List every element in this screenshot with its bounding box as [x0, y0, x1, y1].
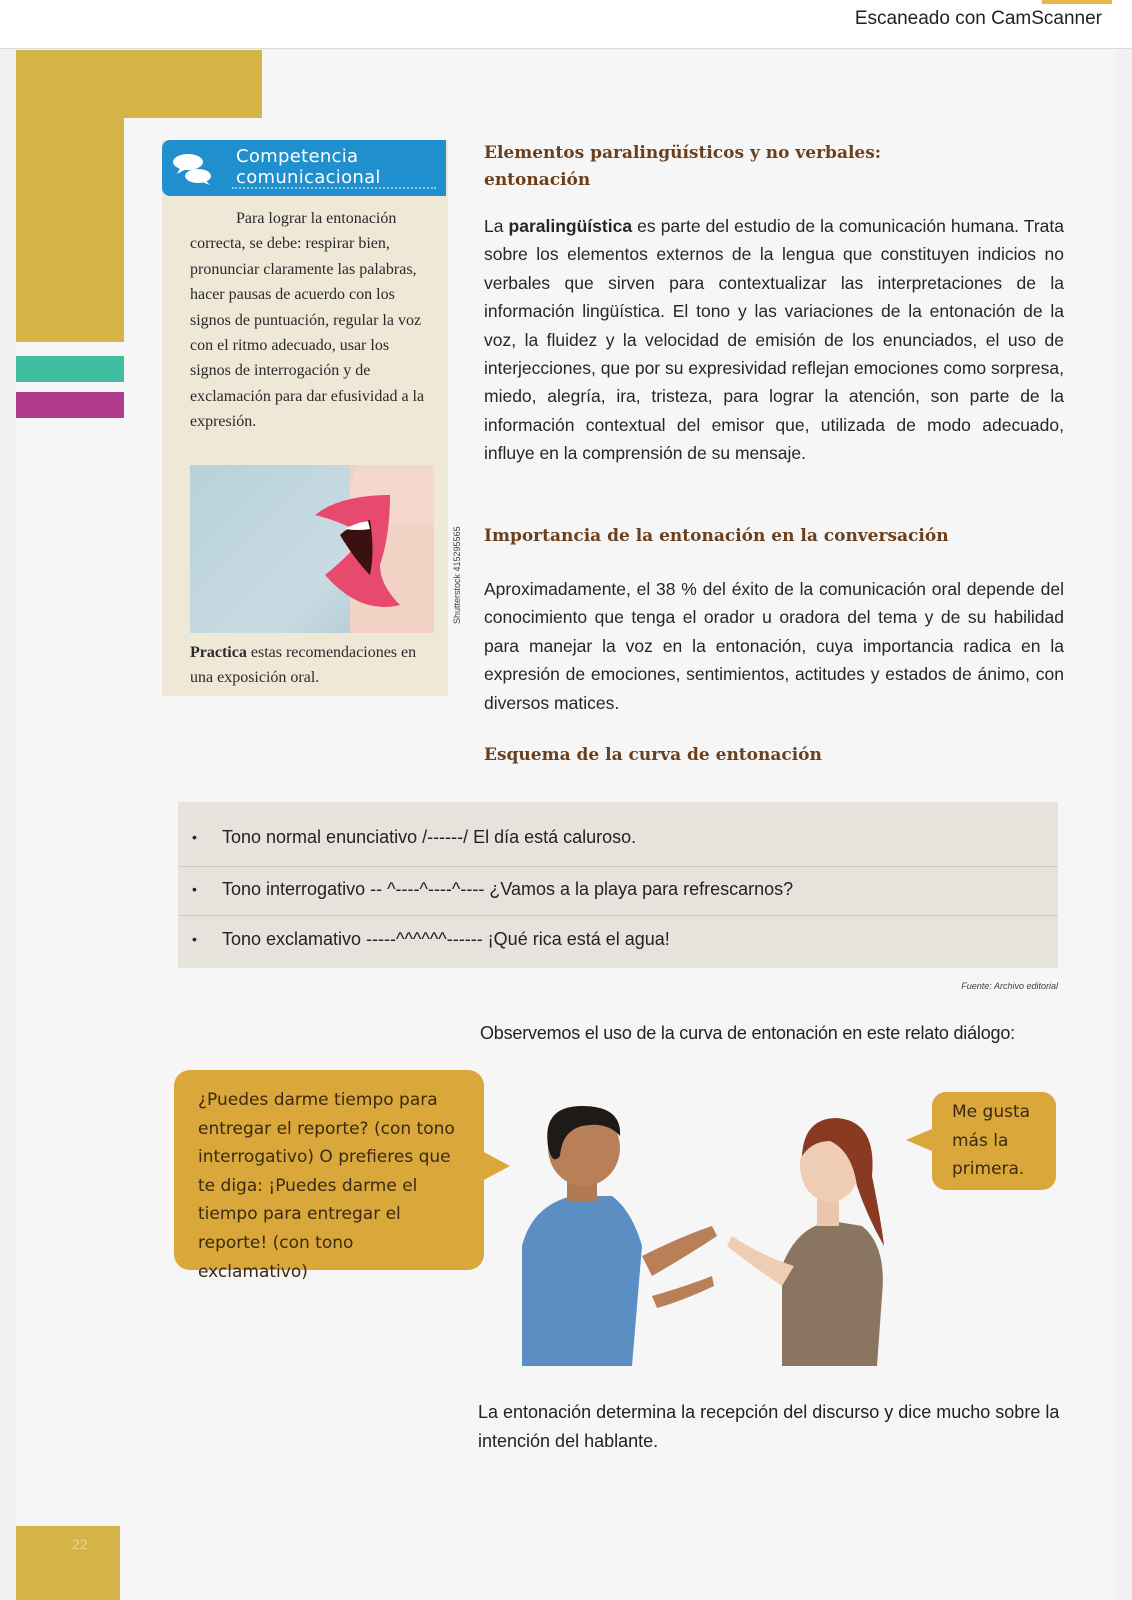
- sidebar-header: [162, 140, 446, 196]
- page-number-block: [16, 1526, 120, 1600]
- bullet: •: [192, 829, 197, 845]
- heading-elementos-line2: entonación: [484, 170, 591, 190]
- intonation-scheme-box: [178, 802, 1058, 968]
- para1-bold-term: paralingüística: [508, 216, 633, 236]
- photo-caption: [190, 640, 436, 690]
- caption-text: estas recomendaciones en una exposición oral.: [190, 644, 417, 686]
- para1-prefix: La: [484, 216, 509, 236]
- scanner-top-bar: [0, 0, 1132, 49]
- magenta-stripe: [16, 392, 124, 418]
- page-number: 22: [72, 1536, 88, 1552]
- heading-esquema: Esquema de la curva de entonación: [484, 745, 822, 765]
- heading-elementos-line1: Elementos paralingüísticos y no verbales:: [484, 143, 882, 163]
- tone-row-interrogativo: [178, 864, 1058, 914]
- tone-row-exclamativo: [178, 914, 1058, 964]
- speech-bubble-left-tail: [480, 1150, 510, 1182]
- dialogue-intro: Observemos el uso de la curva de entonación en este relato diálogo:: [480, 1023, 1015, 1043]
- top-accent-bar: [1042, 0, 1112, 4]
- two-people-talking-illustration: [512, 1096, 912, 1366]
- conclusion-text: La entonación determina la recepción del discurso y dice mucho sobre la intención del hablante.: [478, 1402, 1060, 1451]
- heading-elementos: [484, 140, 1044, 194]
- paragraph-importancia: Aproximadamente, el 38 % del éxito de la comunicación oral depende del conocimiento que tenga el orador u oradora del tema y de su habilidad para manejar la voz en la entonación, cuya importancia radica en la expresión de emociones, sentimientos, actitudes y estados de ánimo, con diversos matices.: [484, 579, 1064, 713]
- source-note: Fuente: Archivo editorial: [961, 981, 1058, 991]
- photo-credit: Shutterstock 415295565: [452, 526, 462, 624]
- sidebar-title-line2: comunicacional: [236, 167, 381, 188]
- sidebar-dotted-rule: [232, 187, 436, 189]
- tone-row-enunciativo: [178, 812, 1058, 862]
- heading-importancia: Importancia de la entonación en la conversación: [484, 526, 949, 546]
- sidebar-title-line1: Competencia: [236, 146, 359, 167]
- bullet: •: [192, 931, 197, 947]
- para1-body: es parte del estudio de la comunicación humana. Trata sobre los elementos externos de la lengua que constituyen indicios no verbales que sirven para contextualizar las interpretaciones de la información lingüística. El tono y las variaciones de la entonación de la voz, la fluidez y la velocidad de emisión de los enunciados, el uso de interjecciones, que por su expresividad reflejan emociones como sorpresa, miedo, alegría, ira, tristeza, para lograr la atención, son parte de la información contextual del emisor que, utilizada de modo adecuado, influye en la comprensión de su mensaje.: [484, 216, 1064, 464]
- tone-text: Tono interrogativo -- ^----^----^---- ¿Vamos a la playa para refrescarnos?: [222, 879, 794, 899]
- app-title: Escaneado con CamScanner: [854, 8, 1102, 29]
- speech-bubble-right-text: Me gusta más la primera.: [952, 1102, 1031, 1180]
- gold-corner-block: [16, 50, 262, 118]
- tone-text: Tono normal enunciativo /------/ El día está caluroso.: [222, 827, 637, 847]
- paragraph-paralinguistica: [484, 212, 1064, 468]
- open-mouth-photo: [190, 465, 434, 633]
- caption-bold: Practica: [190, 644, 247, 661]
- speech-bubble-left-text: ¿Puedes darme tiempo para entregar el reporte? (con tono interrogativo) O prefieres que te diga: ¡Puedes darme el tiempo para entregar el reporte! (con tono exclamativo): [198, 1090, 455, 1282]
- sidebar-title: [236, 146, 381, 188]
- teal-stripe: [16, 356, 124, 382]
- bullet: •: [192, 881, 197, 897]
- mouth-illustration: [190, 465, 434, 633]
- speech-bubbles-icon: [172, 152, 216, 186]
- sidebar-text: Para lograr la entonación correcta, se debe: respirar bien, pronunciar claramente las palabras, hacer pausas de acuerdo con los signos de puntuación, regular la voz con el ritmo adecuado, usar los signos de interrogación y de exclamación para dar efusividad a la expresión.: [190, 210, 425, 431]
- gold-side-block: [16, 118, 124, 342]
- tone-text: Tono exclamativo -----^^^^^^------ ¡Qué rica está el agua!: [222, 929, 670, 949]
